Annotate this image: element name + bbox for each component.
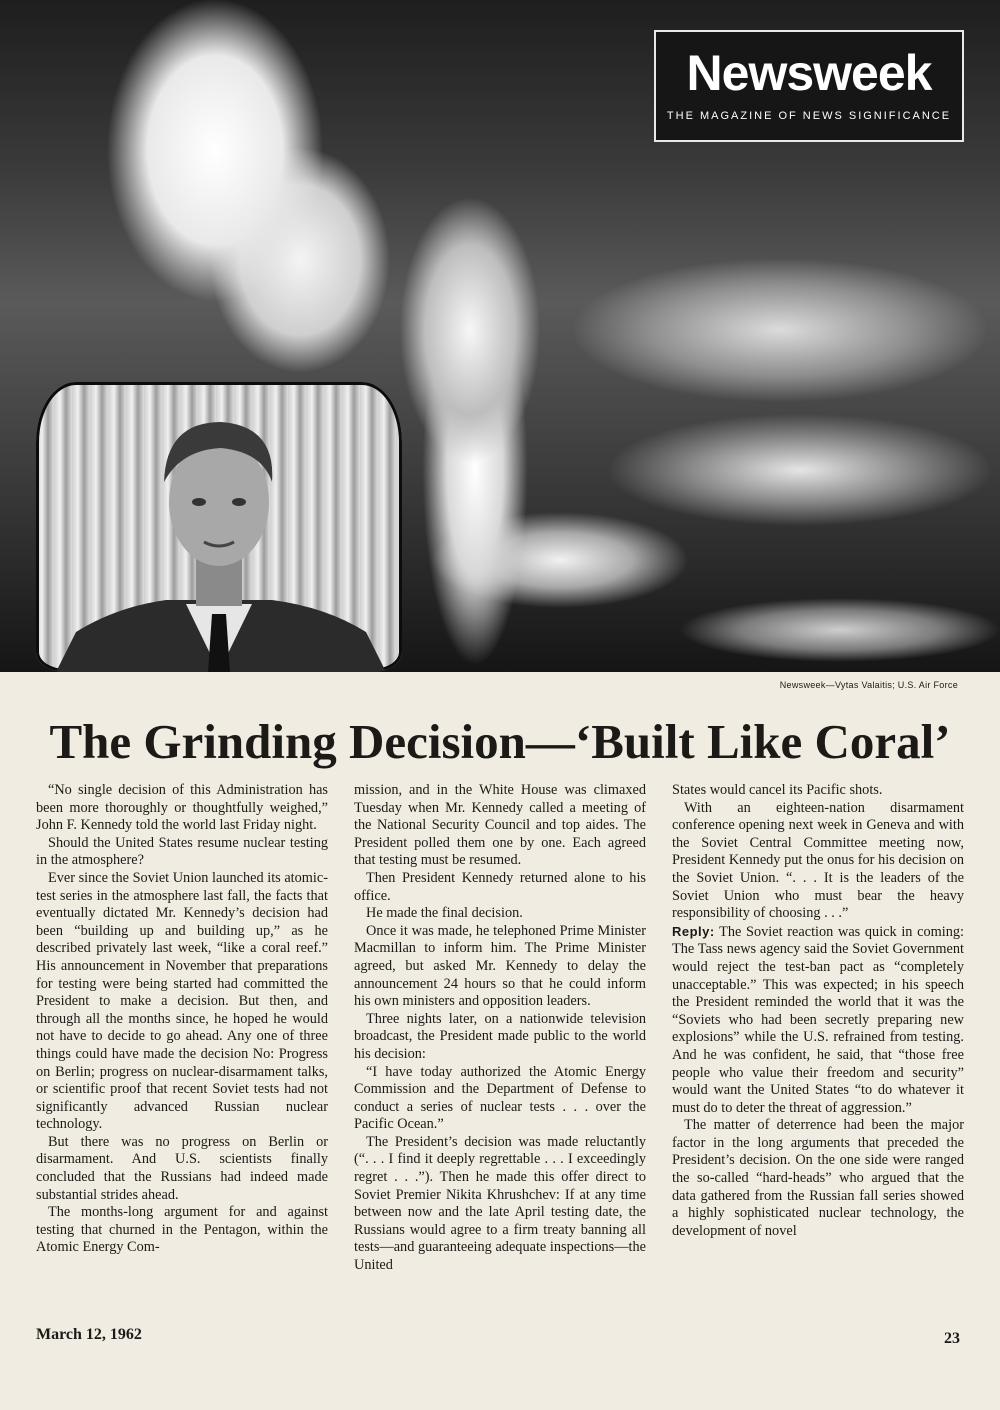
masthead	[654, 30, 964, 142]
paragraph-text: The Soviet reaction was quick in coming: The Tass news agency said the Soviet Government would reject the test-ban pact as “completely unacceptable.” This was expected; in his speech the President reminded the world that it was the “Soviets who had been secretly preparing new explosions” while the U.S. refrained from testing. And he was confident, he said, that “those free people who value their freedom and security” would want the United States “to do whatever it must do to deter the threat of aggression.”	[672, 923, 964, 1116]
masthead-tagline: THE MAGAZINE OF NEWS SIGNIFICANCE	[666, 110, 952, 122]
paragraph: Should the United States resume nuclear testing in the atmosphere?	[36, 834, 328, 869]
issue-date: March 12, 1962	[36, 1326, 142, 1343]
paragraph: But there was no progress on Berlin or disarmament. And U.S. scientists finally concluded that the Russians had indeed made substantial strides ahead.	[36, 1133, 328, 1203]
paragraph: Once it was made, he telephoned Prime Minister Macmillan to inform him. The Prime Minister agreed, but asked Mr. Kennedy to delay the announcement 24 hours so that he could inform his own ministers and opposition leaders.	[354, 922, 646, 1010]
paragraph: Then President Kennedy returned alone to his office.	[354, 869, 646, 904]
kennedy-portrait	[36, 382, 402, 672]
paragraph: The months-long argument for and against testing that churned in the Pentagon, within the Atomic Energy Com-	[36, 1204, 328, 1256]
paragraph: Three nights later, on a nationwide television broadcast, the President made public to the world his decision:	[354, 1010, 646, 1062]
masthead-name: Newsweek	[686, 45, 932, 101]
article-column-3	[672, 782, 964, 1240]
paragraph: “No single decision of this Administration has been more thoroughly or thoughtfully weighed,” John F. Kennedy told the world last Friday night.	[36, 782, 328, 834]
photo-credit: Newsweek—Vytas Valaitis; U.S. Air Force	[779, 680, 958, 690]
article-column-1	[36, 782, 328, 1257]
paragraph: Ever since the Soviet Union launched its atomic-test series in the atmosphere last fall, the facts that eventually dictated Mr. Kennedy’s decision had been “building up and building up,” as he described privately last week, “like a coral reef.” His announcement in November that preparations for testing were being started had committed the President to make a decision. But then, and through all the months since, he hoped he would not have to decide to go ahead. Any one of three things could have made the decision No: Progress on Berlin; progress on nuclear-disarmament talks, or scientific proof that recent Soviet tests had not significantly advanced Russian nuclear technology.	[36, 869, 328, 1133]
paragraph: “I have today authorized the Atomic Energy Commission and the Department of Defense to conduct a series of nuclear tests . . . over the Pacific Ocean.”	[354, 1063, 646, 1133]
paragraph: States would cancel its Pacific shots.	[672, 782, 883, 798]
paragraph: He made the final decision.	[366, 905, 523, 922]
runin-label: Reply:	[672, 923, 715, 939]
article-column-2	[354, 782, 646, 1275]
cover-photo-mushroom-cloud	[0, 0, 1000, 672]
page-number: 23	[944, 1330, 960, 1347]
paragraph: The matter of deterrence had been the major factor in the long arguments that preceded the President’s decision. On the one side were ranged the so-called “hard-heads” who argued that the data gathered from the Russian fall series showed a highly sophisticated nuclear technology, the development of novel	[672, 1117, 964, 1239]
paragraph: With an eighteen-nation disarmament conference opening next week in Geneva and with the Soviet Central Committee meeting now, President Kennedy put the onus for his decision on the Soviet Union. “. . . It is the leaders of the Soviet Union who must bear the heavy responsibility of choosing . . .”	[672, 799, 964, 922]
paragraph-reply	[672, 923, 964, 1118]
tv-inset-photo	[36, 382, 402, 672]
paragraph: The President’s decision was made reluctantly (“. . . I find it deeply regrettable . . . I exceedingly regret . . .”). Then he made this offer direct to Soviet Premier Nikita Khrushchev: If at any time between now and the late April testing date, the Russians would agree to a firm treaty banning all tests—and guaranteeing adequate inspections—the United	[354, 1133, 646, 1274]
paragraph: mission, and in the White House was climaxed Tuesday when Mr. Kennedy called a meeting of the National Security Council and top aides. The President polled them one by one. Each agreed that testing must be resumed.	[354, 782, 646, 869]
article-headline: The Grinding Decision—‘Built Like Coral’	[49, 714, 951, 769]
